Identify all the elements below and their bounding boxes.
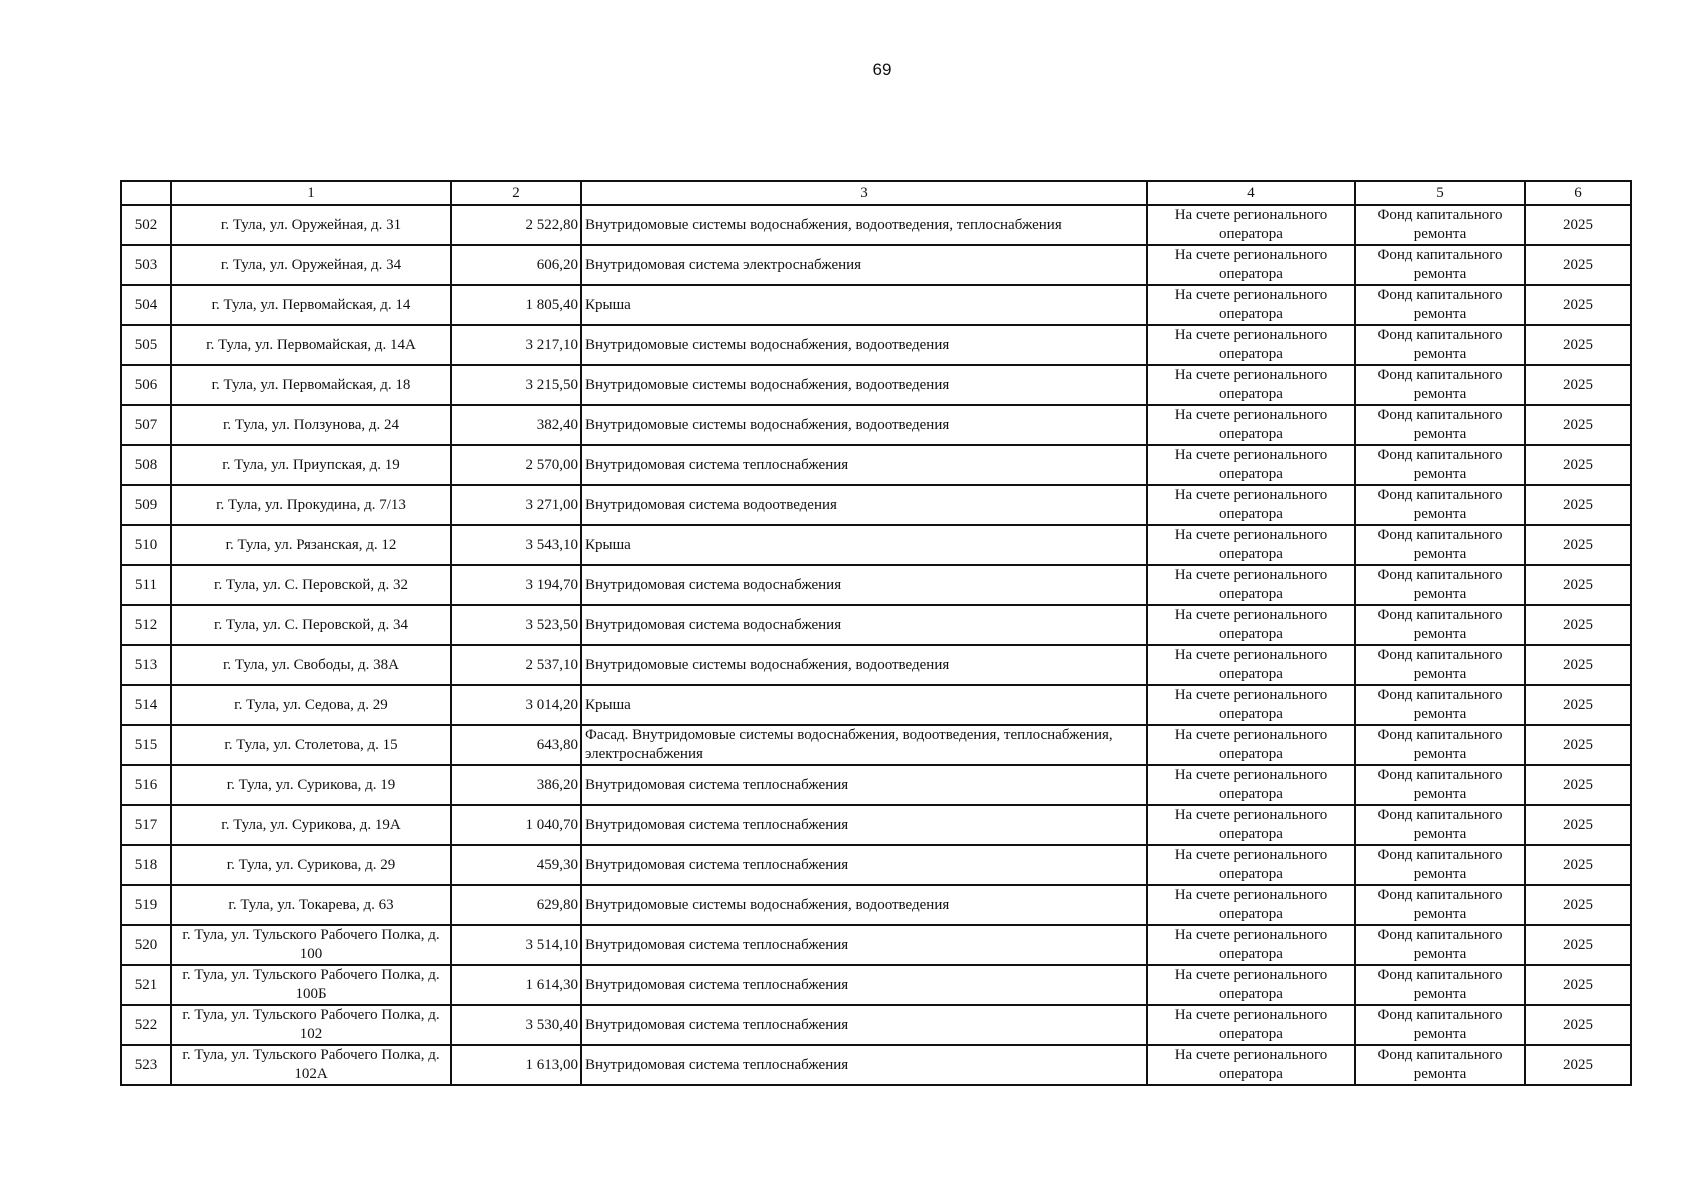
- row-account: На счете регионального оператора: [1147, 405, 1355, 445]
- row-funding-source: Фонд капитального ремонта: [1355, 525, 1525, 565]
- table-row: [121, 965, 1631, 1005]
- row-year: 2025: [1525, 605, 1631, 645]
- row-year: 2025: [1525, 1045, 1631, 1085]
- row-area: 3 514,10: [451, 925, 581, 965]
- row-work-type: Внутридомовая система теплоснабжения: [581, 965, 1147, 1005]
- row-number: 510: [121, 525, 171, 565]
- table-row: [121, 405, 1631, 445]
- header-cell-account: 4: [1147, 181, 1355, 205]
- row-area: 606,20: [451, 245, 581, 285]
- row-work-type: Фасад. Внутридомовые системы водоснабжения, водоотведения, теплоснабжения, электроснабжения: [581, 725, 1147, 765]
- row-address: г. Тула, ул. Прокудина, д. 7/13: [171, 485, 451, 525]
- table-row: [121, 645, 1631, 685]
- row-area: 629,80: [451, 885, 581, 925]
- row-account: На счете регионального оператора: [1147, 1045, 1355, 1085]
- row-work-type: Внутридомовые системы водоснабжения, водоотведения: [581, 885, 1147, 925]
- row-work-type: Внутридомовая система теплоснабжения: [581, 765, 1147, 805]
- row-funding-source: Фонд капитального ремонта: [1355, 325, 1525, 365]
- row-address: г. Тула, ул. Тульского Рабочего Полка, д. 100: [171, 925, 451, 965]
- row-address: г. Тула, ул. Рязанская, д. 12: [171, 525, 451, 565]
- row-funding-source: Фонд капитального ремонта: [1355, 565, 1525, 605]
- row-area: 2 522,80: [451, 205, 581, 245]
- row-funding-source: Фонд капитального ремонта: [1355, 685, 1525, 725]
- row-area: 3 543,10: [451, 525, 581, 565]
- row-account: На счете регионального оператора: [1147, 885, 1355, 925]
- row-number: 518: [121, 845, 171, 885]
- row-number: 504: [121, 285, 171, 325]
- row-number: 513: [121, 645, 171, 685]
- row-account: На счете регионального оператора: [1147, 805, 1355, 845]
- row-address: г. Тула, ул. Свободы, д. 38А: [171, 645, 451, 685]
- row-year: 2025: [1525, 645, 1631, 685]
- row-year: 2025: [1525, 925, 1631, 965]
- row-year: 2025: [1525, 445, 1631, 485]
- row-work-type: Внутридомовая система теплоснабжения: [581, 445, 1147, 485]
- row-year: 2025: [1525, 525, 1631, 565]
- row-work-type: Крыша: [581, 525, 1147, 565]
- row-address: г. Тула, ул. Тульского Рабочего Полка, д. 102А: [171, 1045, 451, 1085]
- row-number: 522: [121, 1005, 171, 1045]
- table-row: [121, 605, 1631, 645]
- row-address: г. Тула, ул. Сурикова, д. 29: [171, 845, 451, 885]
- row-year: 2025: [1525, 805, 1631, 845]
- row-account: На счете регионального оператора: [1147, 765, 1355, 805]
- row-funding-source: Фонд капитального ремонта: [1355, 605, 1525, 645]
- row-address: г. Тула, ул. С. Перовской, д. 32: [171, 565, 451, 605]
- table-row: [121, 325, 1631, 365]
- table-row: [121, 725, 1631, 765]
- row-address: г. Тула, ул. Сурикова, д. 19А: [171, 805, 451, 845]
- row-account: На счете регионального оператора: [1147, 245, 1355, 285]
- table-row: [121, 365, 1631, 405]
- row-address: г. Тула, ул. Первомайская, д. 18: [171, 365, 451, 405]
- row-area: 3 014,20: [451, 685, 581, 725]
- row-number: 520: [121, 925, 171, 965]
- row-address: г. Тула, ул. Приупская, д. 19: [171, 445, 451, 485]
- row-account: На счете регионального оператора: [1147, 965, 1355, 1005]
- row-address: г. Тула, ул. Первомайская, д. 14А: [171, 325, 451, 365]
- row-area: 1 805,40: [451, 285, 581, 325]
- table-row: [121, 245, 1631, 285]
- row-year: 2025: [1525, 245, 1631, 285]
- table-row: [121, 285, 1631, 325]
- row-number: 515: [121, 725, 171, 765]
- row-work-type: Внутридомовые системы водоснабжения, водоотведения: [581, 325, 1147, 365]
- row-account: На счете регионального оператора: [1147, 605, 1355, 645]
- row-address: г. Тула, ул. С. Перовской, д. 34: [171, 605, 451, 645]
- row-funding-source: Фонд капитального ремонта: [1355, 885, 1525, 925]
- row-year: 2025: [1525, 885, 1631, 925]
- table-row: [121, 205, 1631, 245]
- row-area: 459,30: [451, 845, 581, 885]
- row-funding-source: Фонд капитального ремонта: [1355, 365, 1525, 405]
- row-area: 1 614,30: [451, 965, 581, 1005]
- row-work-type: Внутридомовая система теплоснабжения: [581, 845, 1147, 885]
- row-area: 3 271,00: [451, 485, 581, 525]
- table-header: [121, 181, 1631, 205]
- row-address: г. Тула, ул. Тульского Рабочего Полка, д. 102: [171, 1005, 451, 1045]
- row-funding-source: Фонд капитального ремонта: [1355, 805, 1525, 845]
- row-account: На счете регионального оператора: [1147, 205, 1355, 245]
- row-area: 3 523,50: [451, 605, 581, 645]
- row-address: г. Тула, ул. Оружейная, д. 31: [171, 205, 451, 245]
- row-account: На счете регионального оператора: [1147, 725, 1355, 765]
- row-number: 512: [121, 605, 171, 645]
- row-account: На счете регионального оператора: [1147, 645, 1355, 685]
- row-year: 2025: [1525, 845, 1631, 885]
- row-number: 508: [121, 445, 171, 485]
- row-year: 2025: [1525, 405, 1631, 445]
- row-funding-source: Фонд капитального ремонта: [1355, 1005, 1525, 1045]
- row-area: 382,40: [451, 405, 581, 445]
- table-row: [121, 845, 1631, 885]
- row-number: 516: [121, 765, 171, 805]
- row-work-type: Внутридомовые системы водоснабжения, водоотведения: [581, 365, 1147, 405]
- row-address: г. Тула, ул. Седова, д. 29: [171, 685, 451, 725]
- row-account: На счете регионального оператора: [1147, 1005, 1355, 1045]
- row-area: 3 215,50: [451, 365, 581, 405]
- table-row: [121, 1045, 1631, 1085]
- table-row: [121, 925, 1631, 965]
- row-funding-source: Фонд капитального ремонта: [1355, 925, 1525, 965]
- row-work-type: Внутридомовая система электроснабжения: [581, 245, 1147, 285]
- row-account: На счете регионального оператора: [1147, 845, 1355, 885]
- row-work-type: Внутридомовые системы водоснабжения, водоотведения: [581, 405, 1147, 445]
- row-year: 2025: [1525, 1005, 1631, 1045]
- row-address: г. Тула, ул. Тульского Рабочего Полка, д. 100Б: [171, 965, 451, 1005]
- row-year: 2025: [1525, 725, 1631, 765]
- row-number: 502: [121, 205, 171, 245]
- row-year: 2025: [1525, 565, 1631, 605]
- table-row: [121, 765, 1631, 805]
- row-work-type: Крыша: [581, 285, 1147, 325]
- row-funding-source: Фонд капитального ремонта: [1355, 645, 1525, 685]
- header-cell-area: 2: [451, 181, 581, 205]
- row-address: г. Тула, ул. Оружейная, д. 34: [171, 245, 451, 285]
- row-area: 3 217,10: [451, 325, 581, 365]
- row-account: На счете регионального оператора: [1147, 325, 1355, 365]
- row-address: г. Тула, ул. Ползунова, д. 24: [171, 405, 451, 445]
- row-number: 517: [121, 805, 171, 845]
- row-number: 506: [121, 365, 171, 405]
- row-funding-source: Фонд капитального ремонта: [1355, 245, 1525, 285]
- header-row: [121, 181, 1631, 205]
- row-account: На счете регионального оператора: [1147, 365, 1355, 405]
- row-year: 2025: [1525, 965, 1631, 1005]
- row-number: 509: [121, 485, 171, 525]
- table-row: [121, 485, 1631, 525]
- row-year: 2025: [1525, 325, 1631, 365]
- row-work-type: Внутридомовая система теплоснабжения: [581, 1005, 1147, 1045]
- row-number: 521: [121, 965, 171, 1005]
- table-row: [121, 525, 1631, 565]
- capital-repair-table: [120, 180, 1632, 1086]
- row-account: На счете регионального оператора: [1147, 285, 1355, 325]
- page-number: 69: [872, 60, 892, 79]
- row-year: 2025: [1525, 485, 1631, 525]
- row-year: 2025: [1525, 765, 1631, 805]
- row-work-type: Внутридомовая система теплоснабжения: [581, 925, 1147, 965]
- row-funding-source: Фонд капитального ремонта: [1355, 205, 1525, 245]
- row-account: На счете регионального оператора: [1147, 445, 1355, 485]
- row-number: 523: [121, 1045, 171, 1085]
- row-year: 2025: [1525, 685, 1631, 725]
- row-area: 1 613,00: [451, 1045, 581, 1085]
- table-row: [121, 685, 1631, 725]
- row-funding-source: Фонд капитального ремонта: [1355, 845, 1525, 885]
- row-area: 3 194,70: [451, 565, 581, 605]
- row-area: 643,80: [451, 725, 581, 765]
- table-row: [121, 885, 1631, 925]
- row-funding-source: Фонд капитального ремонта: [1355, 765, 1525, 805]
- row-funding-source: Фонд капитального ремонта: [1355, 485, 1525, 525]
- row-area: 386,20: [451, 765, 581, 805]
- row-year: 2025: [1525, 365, 1631, 405]
- table-row: [121, 445, 1631, 485]
- row-year: 2025: [1525, 285, 1631, 325]
- row-account: На счете регионального оператора: [1147, 485, 1355, 525]
- row-number: 514: [121, 685, 171, 725]
- row-address: г. Тула, ул. Сурикова, д. 19: [171, 765, 451, 805]
- table-row: [121, 805, 1631, 845]
- row-area: 2 570,00: [451, 445, 581, 485]
- row-work-type: Внутридомовая система водоснабжения: [581, 565, 1147, 605]
- header-cell-work: 3: [581, 181, 1147, 205]
- row-funding-source: Фонд капитального ремонта: [1355, 405, 1525, 445]
- header-cell-address: 1: [171, 181, 451, 205]
- row-address: г. Тула, ул. Столетова, д. 15: [171, 725, 451, 765]
- row-area: 1 040,70: [451, 805, 581, 845]
- row-address: г. Тула, ул. Токарева, д. 63: [171, 885, 451, 925]
- row-funding-source: Фонд капитального ремонта: [1355, 285, 1525, 325]
- row-account: На счете регионального оператора: [1147, 685, 1355, 725]
- row-work-type: Внутридомовая система теплоснабжения: [581, 1045, 1147, 1085]
- row-number: 505: [121, 325, 171, 365]
- row-funding-source: Фонд капитального ремонта: [1355, 445, 1525, 485]
- row-account: На счете регионального оператора: [1147, 925, 1355, 965]
- row-area: 2 537,10: [451, 645, 581, 685]
- row-work-type: Внутридомовая система водоотведения: [581, 485, 1147, 525]
- header-cell-year: 6: [1525, 181, 1631, 205]
- row-account: На счете регионального оператора: [1147, 525, 1355, 565]
- row-number: 519: [121, 885, 171, 925]
- row-number: 503: [121, 245, 171, 285]
- row-funding-source: Фонд капитального ремонта: [1355, 725, 1525, 765]
- table-body: [121, 205, 1631, 1085]
- row-number: 511: [121, 565, 171, 605]
- row-work-type: Внутридомовая система водоснабжения: [581, 605, 1147, 645]
- header-cell-source: 5: [1355, 181, 1525, 205]
- row-funding-source: Фонд капитального ремонта: [1355, 965, 1525, 1005]
- table-row: [121, 565, 1631, 605]
- row-work-type: Внутридомовые системы водоснабжения, водоотведения: [581, 645, 1147, 685]
- row-funding-source: Фонд капитального ремонта: [1355, 1045, 1525, 1085]
- row-area: 3 530,40: [451, 1005, 581, 1045]
- row-address: г. Тула, ул. Первомайская, д. 14: [171, 285, 451, 325]
- header-cell-number: [121, 181, 171, 205]
- row-work-type: Крыша: [581, 685, 1147, 725]
- row-number: 507: [121, 405, 171, 445]
- row-work-type: Внутридомовая система теплоснабжения: [581, 805, 1147, 845]
- row-year: 2025: [1525, 205, 1631, 245]
- row-account: На счете регионального оператора: [1147, 565, 1355, 605]
- row-work-type: Внутридомовые системы водоснабжения, водоотведения, теплоснабжения: [581, 205, 1147, 245]
- table-row: [121, 1005, 1631, 1045]
